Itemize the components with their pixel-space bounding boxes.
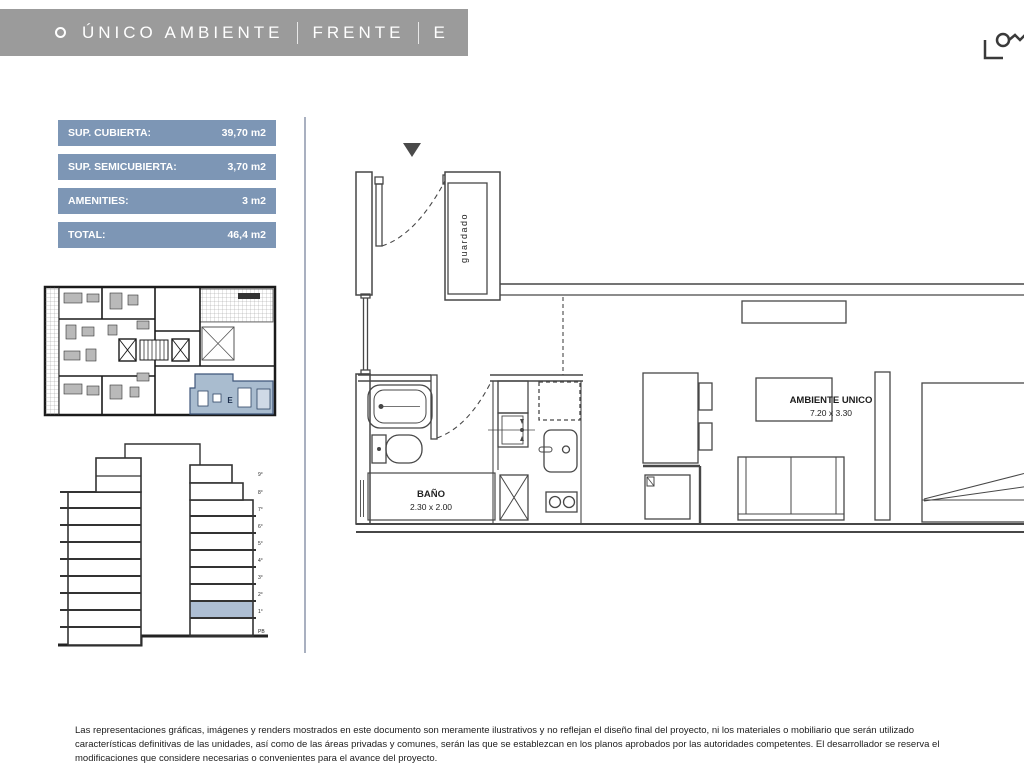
- floor-labels: [258, 472, 265, 635]
- table-row: [58, 120, 276, 146]
- bathroom-dimensions: 2.30 x 2.00: [409, 502, 453, 512]
- entry-arrow-icon: [403, 143, 421, 157]
- title-separator: [418, 22, 419, 44]
- row-value: 3 m2: [242, 195, 266, 207]
- area-table: [58, 120, 276, 256]
- closet-label: guardado: [459, 212, 469, 264]
- main-room-label: AMBIENTE UNICO: [789, 395, 873, 406]
- svg-text:6°: 6°: [258, 524, 263, 530]
- bullet-icon: [55, 27, 66, 38]
- unit-floorplan: [350, 135, 1024, 535]
- svg-text:5°: 5°: [258, 541, 263, 547]
- disclaimer-line: Las representaciones gráficas, imágenes y renders mostrados en este documento son meramente ilustrativos y no reflejan el diseño final del proyecto, ni los materiales o mobiliario que serán utilizado: [75, 725, 915, 736]
- title-separator: [297, 22, 298, 44]
- elevation-floor-highlight: [190, 601, 253, 618]
- table-row: [58, 154, 276, 180]
- table-row: [58, 222, 276, 248]
- svg-text:9°: 9°: [258, 472, 263, 478]
- table-row: [58, 188, 276, 214]
- disclaimer-line: características definitivas de las unidades, así como de las áreas privadas y comunes, serán las que se establezcan en los planos aprobados por las autoridades competentes. El desarrollador se reserva el: [75, 739, 940, 750]
- svg-text:2°: 2°: [258, 592, 263, 598]
- keyplan: [42, 281, 284, 423]
- vertical-divider: [304, 117, 306, 653]
- page-title: [82, 22, 449, 44]
- main-room-dimensions: 7.20 x 3.30: [809, 408, 853, 418]
- header-bar: [0, 9, 468, 56]
- title-unit: E: [433, 22, 449, 42]
- bathroom-label: BAÑO: [417, 489, 445, 500]
- svg-text:1°: 1°: [258, 609, 263, 615]
- title-section: ÚNICO AMBIENTE: [82, 22, 284, 42]
- row-label: SUP. CUBIERTA:: [68, 127, 152, 139]
- row-label: SUP. SEMICUBIERTA:: [68, 161, 177, 173]
- title-orientation: FRENTE: [312, 22, 405, 42]
- svg-text:PB: PB: [258, 629, 265, 635]
- row-value: 46,4 m2: [227, 229, 266, 241]
- keyplan-unit-label: E: [227, 396, 233, 405]
- row-value: 3,70 m2: [227, 161, 266, 173]
- disclaimer-line: modificaciones que considere necesarias o convenientes para el avance del proyecto.: [75, 753, 438, 764]
- row-value: 39,70 m2: [221, 127, 266, 139]
- disclaimer: [75, 724, 1024, 766]
- svg-text:3°: 3°: [258, 575, 263, 581]
- row-label: TOTAL:: [68, 229, 106, 241]
- svg-text:4°: 4°: [258, 558, 263, 564]
- row-label: AMENITIES:: [68, 195, 129, 207]
- svg-text:8°: 8°: [258, 490, 263, 496]
- svg-text:7°: 7°: [258, 507, 263, 513]
- building-elevation: [58, 430, 278, 658]
- corner-key-icon: [963, 18, 1024, 68]
